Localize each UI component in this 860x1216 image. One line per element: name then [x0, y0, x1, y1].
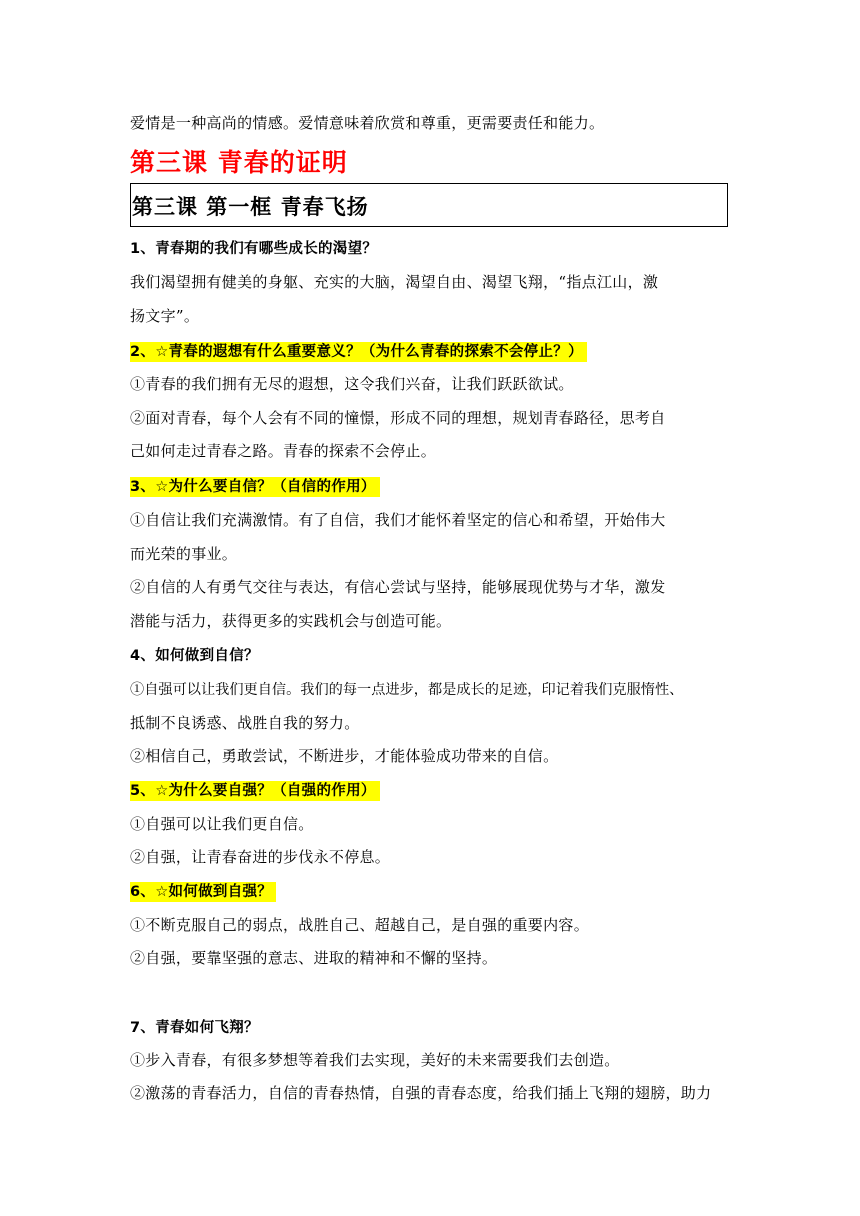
answer-4-3: ②相信自己，勇敢尝试，不断进步，才能体验成功带来的自信。 — [130, 747, 559, 765]
answer-2-1: ①青春的我们拥有无尽的遐想，这令我们兴奋，让我们跃跃欲试。 — [130, 375, 574, 393]
answer-3-2: 而光荣的事业。 — [130, 545, 238, 563]
question-7-text: 7、青春如何飞翔？ — [130, 1020, 259, 1036]
question-5 — [130, 779, 380, 800]
answer-1-1: 我们渴望拥有健美的身躯、充实的大脑，渴望自由、渴望飞翔，“指点江山，激 — [130, 273, 659, 291]
lesson-title: 第三课 青春的证明 — [130, 148, 348, 177]
question-4-text: 4、如何做到自信？ — [130, 648, 259, 664]
question-1 — [130, 237, 377, 258]
question-4 — [130, 644, 259, 665]
question-7 — [130, 1016, 259, 1037]
answer-7-2: ②激荡的青春活力，自信的青春热情，自强的青春态度，给我们插上飞翔的翅膀，助力 — [130, 1084, 712, 1102]
answer-7-1: ①步入青春，有很多梦想等着我们去实现，美好的未来需要我们去创造。 — [130, 1051, 620, 1069]
question-3 — [130, 475, 380, 496]
intro-line: 爱情是一种高尚的情感。爱情意味着欣赏和尊重，更需要责任和能力。 — [130, 114, 605, 132]
question-1-text: 1、青春期的我们有哪些成长的渴望？ — [130, 241, 378, 257]
answer-3-3: ②自信的人有勇气交往与表达，有信心尝试与坚持，能够展现优势与才华，激发 — [130, 578, 666, 596]
answer-5-2: ②自强，让青春奋进的步伐永不停息。 — [130, 848, 391, 866]
question-5-text: 5、☆为什么要自强？（自强的作用） — [130, 781, 380, 801]
question-6-text: 6、☆如何做到自强？ — [130, 882, 276, 902]
answer-3-4: 潜能与活力，获得更多的实践机会与创造可能。 — [130, 612, 452, 630]
answer-4-1: ①自强可以让我们更自信。我们的每一点进步，都是成长的足迹，印记着我们克服惰性、 — [130, 682, 684, 698]
answer-4-2: 抵制不良诱惑、战胜自我的努力。 — [130, 714, 360, 732]
answer-1-2: 扬文字”。 — [130, 307, 200, 325]
frame-title-box — [130, 183, 728, 227]
answer-6-1: ①不断克服自己的弱点，战胜自己、超越自己，是自强的重要内容。 — [130, 916, 590, 934]
question-2 — [130, 340, 587, 361]
question-6 — [130, 880, 276, 901]
frame-title: 第三课 第一框 青春飞扬 — [132, 195, 369, 219]
question-3-text: 3、☆为什么要自信？（自信的作用） — [130, 477, 380, 497]
question-2-text: 2、☆青春的遐想有什么重要意义？（为什么青春的探索不会停止？） — [130, 342, 587, 362]
answer-6-2: ②自强，要靠坚强的意志、进取的精神和不懈的坚持。 — [130, 949, 498, 967]
answer-5-1: ①自强可以让我们更自信。 — [130, 815, 314, 833]
answer-3-1: ①自信让我们充满激情。有了自信，我们才能怀着坚定的信心和希望，开始伟大 — [130, 511, 666, 529]
answer-2-3: 己如何走过青春之路。青春的探索不会停止。 — [130, 442, 437, 460]
answer-2-2: ②面对青春，每个人会有不同的憧憬，形成不同的理想，规划青春路径，思考自 — [130, 409, 666, 427]
